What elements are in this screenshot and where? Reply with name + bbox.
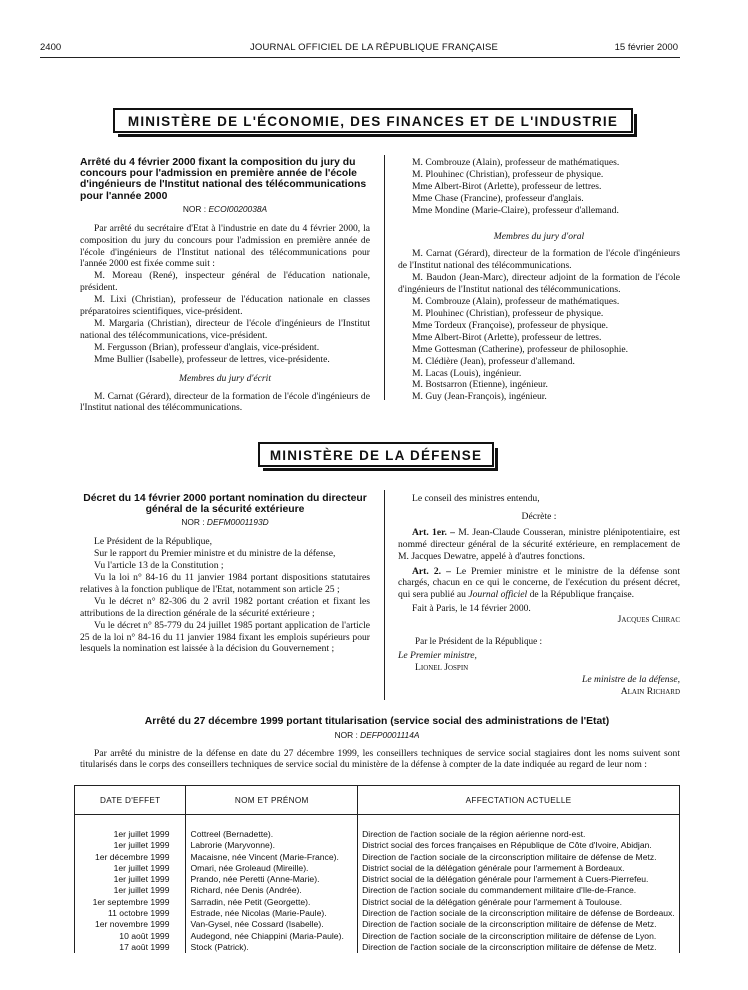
col-affectation-header: AFFECTATION ACTUELLE <box>358 786 680 815</box>
column-divider <box>384 155 385 400</box>
jury-president-list <box>80 270 370 365</box>
affectation-cell: Direction de l'action sociale de la circonscription militaire de défense de Metz. <box>358 942 680 953</box>
arrete-jury-right-column <box>398 157 680 403</box>
jury-member: M. Clédière (Jean), professeur d'allemand. <box>412 355 575 367</box>
arrete-titularisation-title: Arrêté du 27 décembre 1999 portant titularisation (service social des administrations de l'Etat) <box>144 716 610 727</box>
article-2-text: Le Premier ministre et le ministre de la défense sont chargés, chacun en ce qui le concerne, de l'exécution du présent décret, qui sera publié au <box>398 565 680 601</box>
decrete-line: Décrète : <box>521 510 557 522</box>
affectation-cell: Direction de l'action sociale de la circonscription militaire de défense de Metz. <box>358 919 680 930</box>
jury-member: M. Fergusson (Brian), professeur d'anglais, vice-président. <box>94 341 320 353</box>
jury-member: Mme Bullier (Isabelle), professeur de lettres, vice-présidente. <box>94 353 330 365</box>
table-row <box>75 840 680 851</box>
date-effet-cell: 1er juillet 1999 <box>75 885 186 896</box>
nom-prenom-cell: Sarradin, née Petit (Georgette). <box>186 897 358 908</box>
article-1 <box>398 527 680 563</box>
jury-member: M. Moreau (René), inspecteur général de l'éducation nationale, président. <box>80 270 370 294</box>
signature-president: Jacques Chirac <box>617 614 680 626</box>
article-2-label: Art. 2. – <box>412 565 451 577</box>
jury-member: Mme Tordeux (Françoise), professeur de physique. <box>412 319 609 331</box>
decret-paragraph: Le Président de la République, <box>94 536 213 548</box>
nor-code: DEFM0001193D <box>206 517 269 528</box>
date-effet-cell: 1er juillet 1999 <box>75 863 186 874</box>
table-row <box>75 829 680 840</box>
pm-name: Lionel Jospin <box>415 662 469 673</box>
nom-prenom-cell: Omari, née Groleaud (Mireille). <box>186 863 358 874</box>
jury-member: M. Combrouze (Alain), professeur de mathématiques. <box>412 296 620 308</box>
nor-code: ECOI0020038A <box>208 203 268 214</box>
affectation-cell: District social des forces françaises en République de Côte d'Ivoire, Abidjan. <box>358 840 680 851</box>
fait-line: Fait à Paris, le 14 février 2000. <box>412 603 531 615</box>
date-effet-cell: 1er juillet 1999 <box>75 874 186 885</box>
table-header-row <box>75 786 680 815</box>
table-row <box>75 919 680 930</box>
col-date-header: DATE D'EFFET <box>75 786 186 815</box>
nom-prenom-cell: Richard, née Denis (Andrée). <box>186 885 358 896</box>
ecrit-members-right <box>398 157 680 217</box>
nom-prenom-cell: Labrorie (Maryvonne). <box>186 840 358 851</box>
table-row <box>75 931 680 942</box>
pm-title: Le Premier ministre, <box>398 650 477 661</box>
nom-prenom-cell: Audegond, née Chiappini (Maria-Paule). <box>186 931 358 942</box>
table-row <box>75 874 680 885</box>
col-name-header: NOM ET PRÉNOM <box>186 786 358 815</box>
affectation-cell: Direction de l'action sociale de la circonscription militaire de défense de Lyon. <box>358 931 680 942</box>
decret-paragraph: Vu l'article 13 de la Constitution ; <box>94 560 224 572</box>
jury-member: M. Plouhinec (Christian), professeur de physique. <box>412 168 604 180</box>
affectation-cell: Direction de l'action sociale de la circonscription militaire de défense de Bordeaux. <box>358 908 680 919</box>
conseil-line: Le conseil des ministres entendu, <box>412 493 540 504</box>
date-effet-cell: 1er juillet 1999 <box>75 829 186 840</box>
jury-member: M. Guy (Jean-François), ingénieur. <box>412 391 547 403</box>
decret-left-column <box>80 493 370 655</box>
date-effet-cell: 17 août 1999 <box>75 942 186 953</box>
article-2 <box>398 566 680 602</box>
journal-officiel-italic: Journal officiel <box>468 589 528 601</box>
article-1-text: M. Jean-Claude Cousseran, ministre plénipotentiaire, est nommé directeur général de la sécurité extérieure, en remplacement de M. Jacques Dewatre, appelé à d'autres fonctions. <box>398 526 680 562</box>
page-number: 2400 <box>40 42 62 53</box>
decret-visas <box>80 536 370 655</box>
issue-date: 15 février 2000 <box>614 42 678 53</box>
affectation-cell: District social de la délégation générale pour l'armement à Cuers-Pierrefeu. <box>358 874 680 885</box>
jury-member: M. Carnat (Gérard), directeur de la formation de l'école d'ingénieurs de l'Institut national des télécommunications. <box>80 390 370 414</box>
affectation-cell: District social de la délégation générale pour l'armement à Bordeaux. <box>358 863 680 874</box>
jury-member: M. Bostsarron (Etienne), ingénieur. <box>412 379 548 391</box>
jury-member: Mme Chase (Francine), professeur d'anglais. <box>412 192 584 204</box>
affectation-cell: Direction de l'action sociale de la région aérienne nord-est. <box>358 829 680 840</box>
jury-member: M. Margaria (Christian), directeur de l'école d'ingénieurs de l'Institut national des télécommunications, vice-président. <box>80 317 370 341</box>
decret-nor <box>80 517 370 529</box>
titularisation-table <box>74 785 680 953</box>
article-1-label: Art. 1er. – <box>412 526 455 538</box>
table-row <box>75 897 680 908</box>
jury-member: Mme Albert-Birot (Arlette), professeur de lettres. <box>412 180 602 192</box>
nom-prenom-cell: Van-Gysel, née Cossard (Isabelle). <box>186 919 358 930</box>
affectation-cell: Direction de l'action sociale du commandement militaire d'Ile-de-France. <box>358 885 680 896</box>
ministry-economy-label: MINISTÈRE DE L'ÉCONOMIE, DES FINANCES ET DE L'INDUSTRIE <box>127 114 619 129</box>
affectation-cell: District social de la délégation générale pour l'armement à Toulouse. <box>358 897 680 908</box>
arrete-titularisation-nor <box>74 730 680 740</box>
nom-prenom-cell: Prando, née Peretti (Anne-Marie). <box>186 874 358 885</box>
defense-minister-title: Le ministre de la défense, <box>582 674 680 685</box>
column-divider <box>384 490 385 700</box>
oral-members <box>398 248 680 403</box>
ministry-economy-heading <box>113 108 633 133</box>
nom-prenom-cell: Macaisne, née Vincent (Marie-France). <box>186 852 358 863</box>
table-body <box>75 815 680 954</box>
header-rule <box>40 57 680 58</box>
decret-paragraph: Vu le décret n° 85-779 du 24 juillet 1985 portant application de l'article 25 de la loi n° 84-16 du 11 janvier 1984 fixant les emplois supérieurs pour lesquels la nomination est laissée à la décision du Gouvernement ; <box>80 619 370 655</box>
ministry-defense-heading <box>258 442 494 467</box>
decret-right-column <box>398 493 680 626</box>
nor-label: NOR : <box>334 730 358 740</box>
jury-member: M. Lixi (Christian), professeur de l'éducation nationale en classes préparatoires scientifiques, vice-président. <box>80 294 370 318</box>
ecrit-members-left <box>80 391 370 415</box>
date-effet-cell: 1er décembre 1999 <box>75 852 186 863</box>
jury-member: Mme Mondine (Marie-Claire), professeur d'allemand. <box>412 204 619 216</box>
nom-prenom-cell: Cottreel (Bernadette). <box>186 829 358 840</box>
jury-member: M. Lacas (Louis), ingénieur. <box>412 367 522 379</box>
nor-label: NOR : <box>182 203 207 214</box>
date-effet-cell: 1er novembre 1999 <box>75 919 186 930</box>
decret-paragraph: Sur le rapport du Premier ministre et du ministre de la défense, <box>94 548 336 560</box>
table-row <box>75 863 680 874</box>
article-2-text-end: de la République française. <box>527 589 635 601</box>
nom-prenom-cell: Estrade, née Nicolas (Marie-Paule). <box>186 908 358 919</box>
arrete-jury-intro: Par arrêté du secrétaire d'Etat à l'industrie en date du 4 février 2000, la composition du jury du concours pour l'admission en première année de l'école d'ingénieurs de l'Institut national des télécommunications pour l'année 2000 est fixée comme suit : <box>80 222 370 270</box>
jury-member: M. Combrouze (Alain), professeur de mathématiques. <box>412 157 620 168</box>
jury-member: Mme Albert-Birot (Arlette), professeur de lettres. <box>412 331 602 343</box>
ecrit-heading: Membres du jury d'écrit <box>178 372 272 384</box>
nor-label: NOR : <box>181 517 205 528</box>
journal-title: JOURNAL OFFICIEL DE LA RÉPUBLIQUE FRANÇAISE <box>249 42 499 53</box>
date-effet-cell: 1er juillet 1999 <box>75 840 186 851</box>
arrete-titularisation-intro: Par arrêté du ministre de la défense en date du 27 décembre 1999, les conseillers techniques de service social stagiaires dont les noms suivent sont titularisés dans le corps des conseillers techniques de service social du ministère de la défense à compter de la date indiquée au regard de leur nom : <box>80 748 680 770</box>
date-effet-cell: 1er septembre 1999 <box>75 897 186 908</box>
table-row <box>75 942 680 953</box>
jury-member: M. Baudon (Jean-Marc), directeur adjoint de la formation de l'école d'ingénieurs de l'Institut national des télécommunications. <box>398 272 680 296</box>
defense-minister-name: Alain Richard <box>620 686 680 697</box>
decret-paragraph: Vu le décret n° 82-306 du 2 avril 1982 portant création et fixant les attributions de la direction générale de la sécurité extérieure ; <box>80 595 370 619</box>
arrete-jury-nor <box>80 204 370 216</box>
par-le-president: Par le Président de la République : <box>415 636 543 646</box>
date-effet-cell: 10 août 1999 <box>75 931 186 942</box>
decret-paragraph: Vu la loi n° 84-16 du 11 janvier 1984 portant dispositions statutaires relatives à la fonction publique de l'Etat, notamment son article 25 ; <box>80 572 370 595</box>
arrete-jury-left-column <box>80 157 370 414</box>
table-row <box>75 885 680 896</box>
nom-prenom-cell: Stock (Patrick). <box>186 942 358 953</box>
nor-code: DEFP0001114A <box>360 730 420 740</box>
table-spacer-row <box>75 815 680 830</box>
table-row <box>75 852 680 863</box>
oral-heading: Membres du jury d'oral <box>493 230 585 242</box>
jury-member: M. Plouhinec (Christian), professeur de physique. <box>412 307 604 319</box>
ministry-defense-label: MINISTÈRE DE LA DÉFENSE <box>269 448 483 463</box>
decret-title: Décret du 14 février 2000 portant nomination du directeur général de la sécurité extérieure <box>83 493 367 516</box>
arrete-jury-title: Arrêté du 4 février 2000 fixant la composition du jury du concours pour l'admission en première année de l'école d'ingénieurs de l'Institut national des télécommunications pour l'année 2000 <box>80 157 367 202</box>
table-row <box>75 908 680 919</box>
date-effet-cell: 11 octobre 1999 <box>75 908 186 919</box>
jury-member: Mme Gottesman (Catherine), professeur de philosophie. <box>412 343 629 355</box>
affectation-cell: Direction de l'action sociale de la circonscription militaire de défense de Metz. <box>358 852 680 863</box>
jury-member: M. Carnat (Gérard), directeur de la formation de l'école d'ingénieurs de l'Institut national des télécommunications. <box>398 248 680 272</box>
